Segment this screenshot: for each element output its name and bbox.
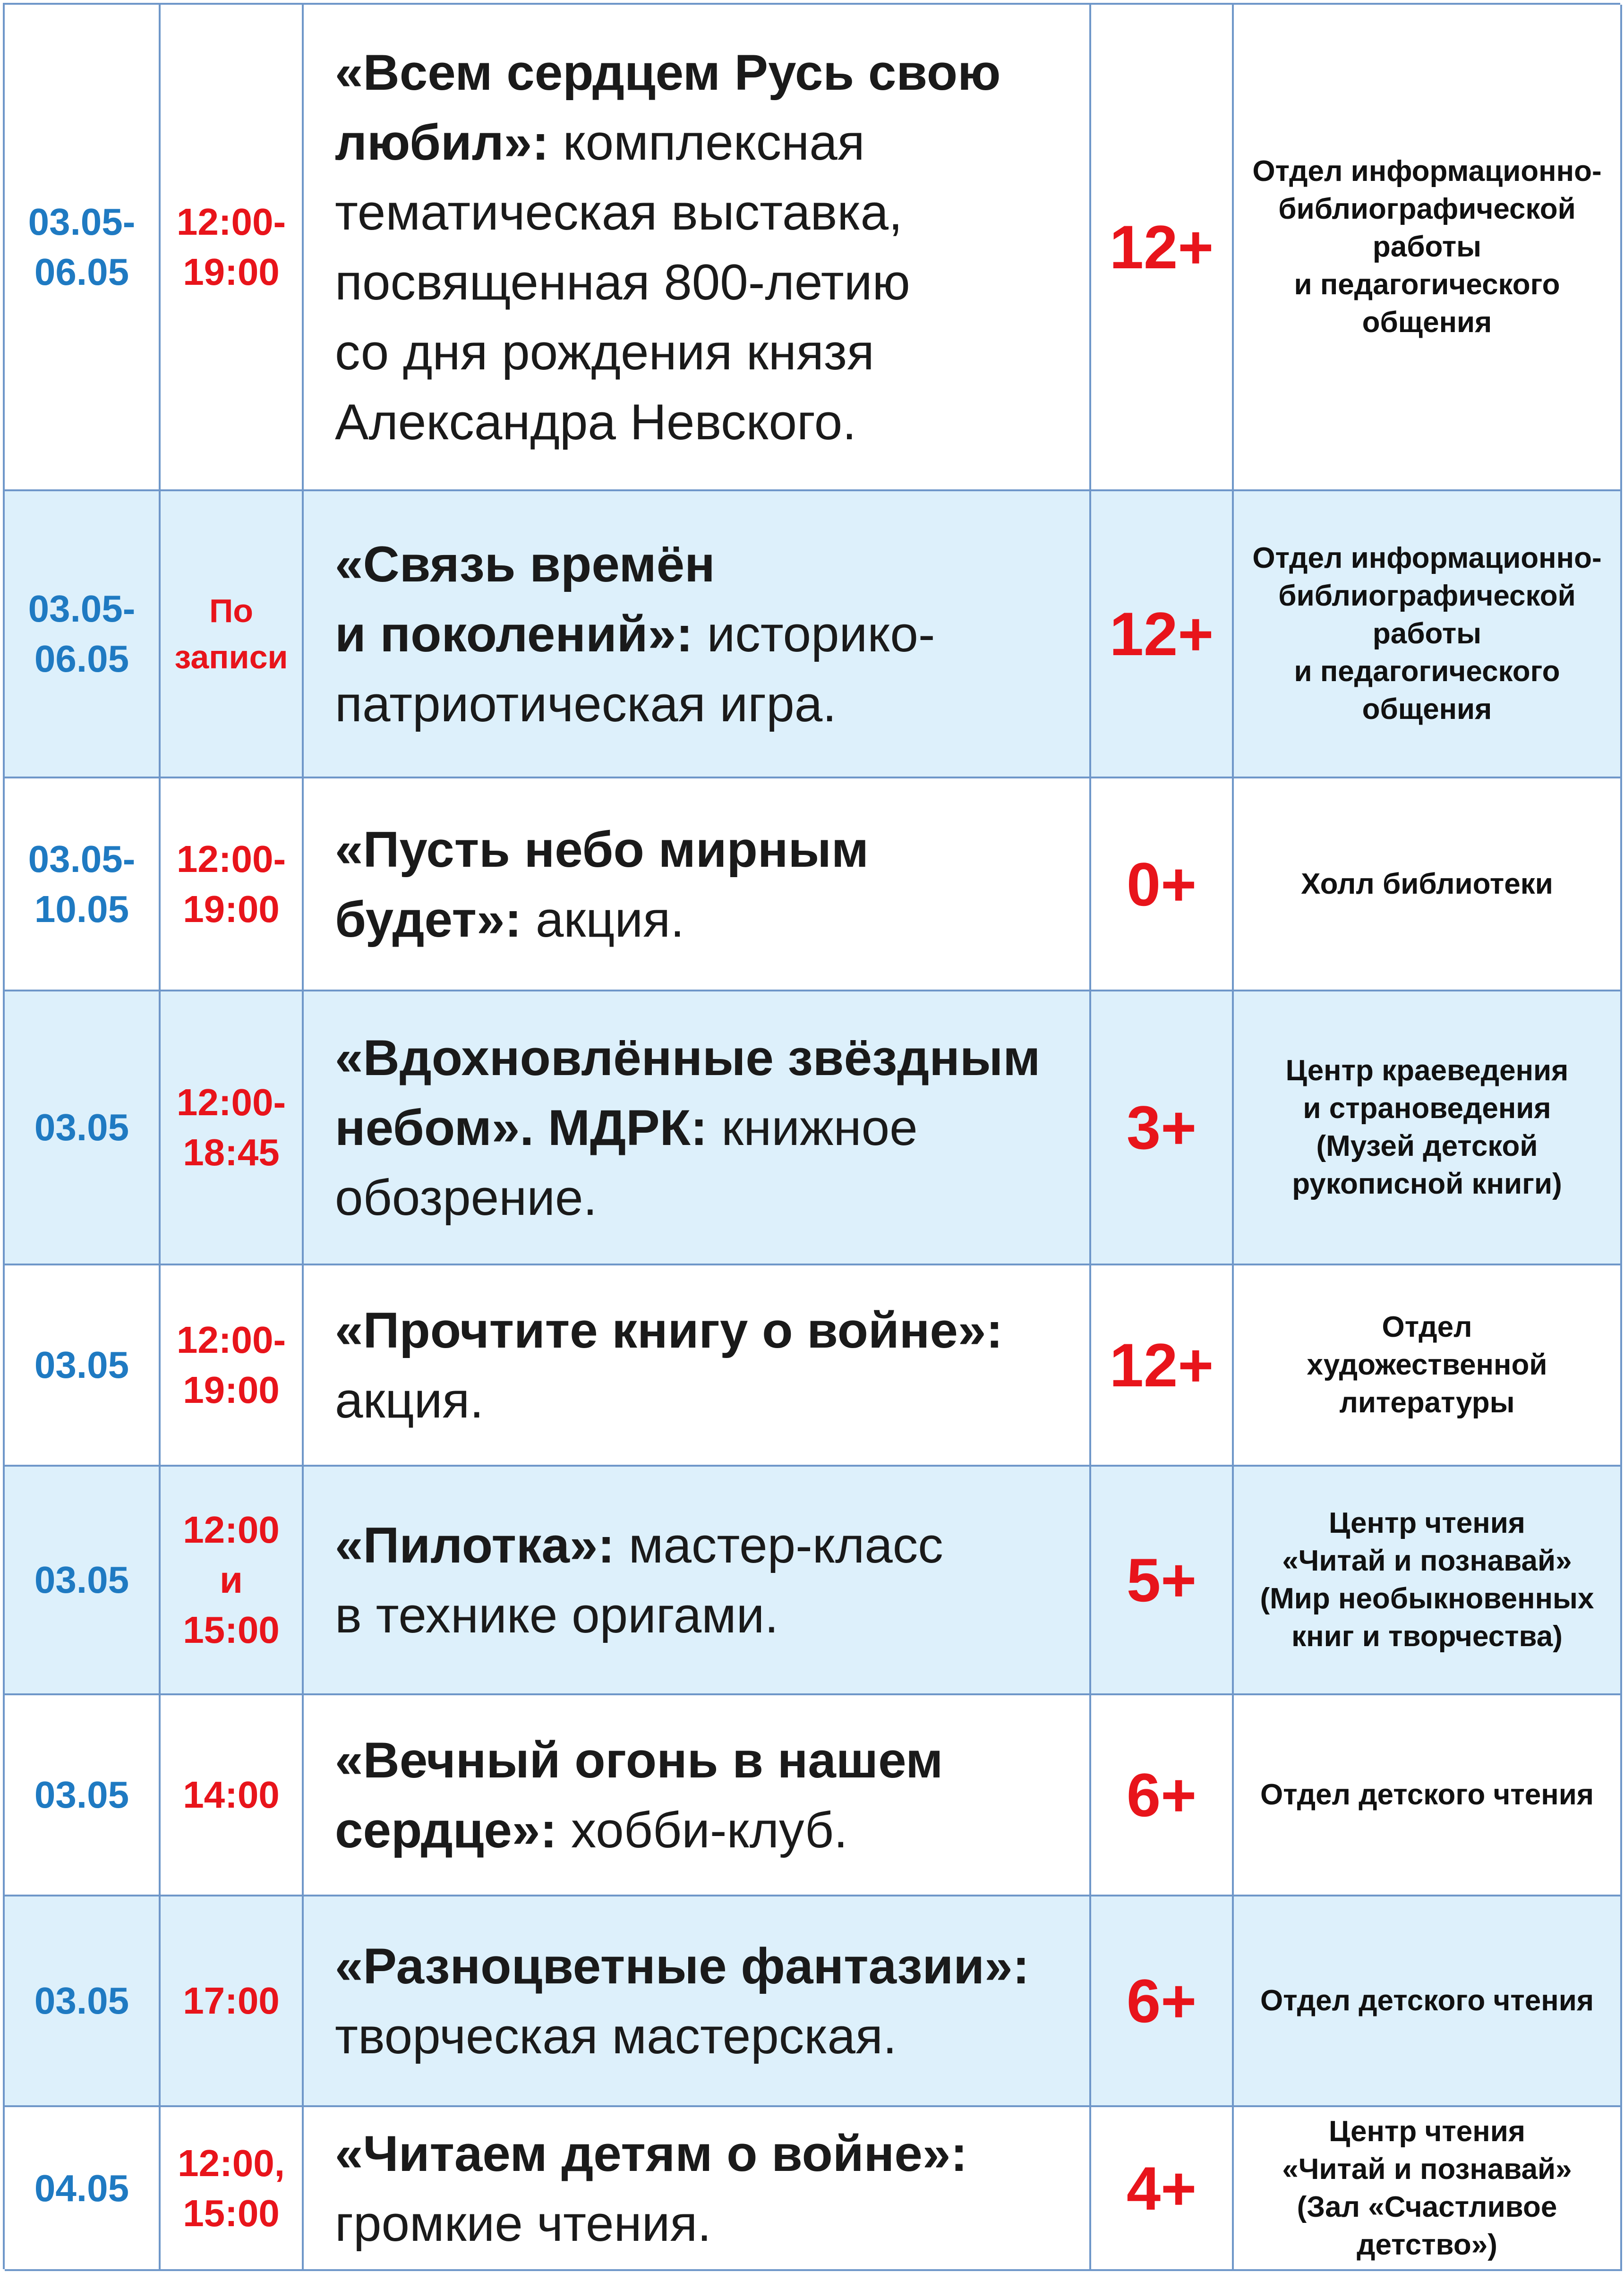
event-place-line: «Читай и познавай» (1282, 2152, 1572, 2186)
event-title-name: любил»: (335, 114, 549, 171)
events-schedule-table (3, 3, 1620, 2269)
event-time-cell (161, 5, 304, 491)
event-title-line (335, 107, 1001, 177)
event-title-description: творческая мастерская. (335, 2007, 897, 2064)
event-time-line: 18:45 (183, 1131, 280, 1173)
event-title-line (335, 1580, 943, 1650)
event-title-name: и поколений»: (335, 606, 693, 662)
event-time-cell (161, 1695, 304, 1896)
event-place (1257, 1776, 1597, 1814)
event-time-cell (161, 491, 304, 778)
event-title-line (335, 2118, 967, 2188)
event-title-description: тематическая выставка, (335, 184, 903, 240)
event-place (1279, 2113, 1574, 2264)
event-place-line: работы (1372, 617, 1482, 650)
age-rating-badge: 4+ (1126, 2153, 1197, 2223)
event-age-cell (1091, 491, 1234, 778)
event-title-name: «Связь времён (335, 536, 715, 592)
event-time (178, 2138, 285, 2238)
event-date-line: 03.05 (34, 1559, 129, 1601)
event-place-line: общения (1362, 693, 1492, 726)
event-age-cell (1091, 2107, 1234, 2271)
event-place-line: художественной (1307, 1349, 1547, 1381)
event-place-line: Центр чтения (1328, 2115, 1526, 2148)
event-time-cell (161, 1467, 304, 1695)
event-title (335, 1023, 1040, 1232)
event-title-name: «Пилотка»: (335, 1517, 615, 1573)
event-date-line: 03.05- (28, 588, 136, 630)
event-date-cell (5, 1265, 161, 1467)
event-place-cell (1234, 1467, 1622, 1695)
event-place-line: литературы (1339, 1386, 1515, 1419)
event-title (335, 1725, 943, 1865)
event-title-description: акция. (521, 890, 684, 948)
event-title-line (335, 1365, 1003, 1435)
event-title-description: историко- (692, 606, 935, 662)
event-date (34, 1102, 129, 1153)
event-title (335, 1295, 1003, 1435)
event-place-cell (1234, 991, 1622, 1265)
event-date-cell (5, 5, 161, 491)
event-date-line: 03.05 (34, 1344, 129, 1386)
event-title-line (335, 1931, 1029, 2001)
event-place (1283, 1052, 1572, 1203)
event-date-cell (5, 1467, 161, 1695)
event-place-line: книг и творчества) (1291, 1620, 1563, 1653)
event-title-cell (304, 1896, 1091, 2107)
event-place (1249, 539, 1604, 728)
event-title-description: комплексная (548, 114, 865, 171)
event-place-cell (1234, 1896, 1622, 2107)
event-place-line: работы (1372, 231, 1482, 263)
event-title-line (335, 2001, 1029, 2071)
event-date-line: 03.05- (28, 201, 136, 243)
event-time-cell (161, 1896, 304, 2107)
event-title-line (335, 1510, 943, 1580)
event-time-cell (161, 2107, 304, 2271)
event-title-description: мастер-класс (615, 1517, 943, 1573)
age-rating-badge: 6+ (1126, 1966, 1197, 2035)
event-date (34, 2163, 129, 2213)
event-time-line: 12:00- (176, 201, 286, 243)
age-rating-badge: 6+ (1126, 1760, 1197, 1829)
event-time-line: 17:00 (183, 1980, 280, 2022)
event-title-line (335, 1725, 943, 1795)
event-place-cell (1234, 491, 1622, 778)
event-time-line: 15:00 (183, 2192, 280, 2234)
event-title-line (335, 247, 1001, 317)
event-age-cell (1091, 1695, 1234, 1896)
event-title-cell (304, 1695, 1091, 1896)
event-title-line (335, 1093, 1040, 1162)
event-date-line: 03.05 (34, 1980, 129, 2022)
event-title-line (335, 177, 1001, 247)
event-title (335, 529, 935, 739)
event-date (34, 1976, 129, 2026)
event-time-line: 14:00 (183, 1774, 280, 1816)
event-title-cell (304, 5, 1091, 491)
event-time (177, 1315, 286, 1415)
event-title (335, 37, 1001, 457)
event-title-description: акция. (335, 1372, 484, 1428)
event-time (177, 1077, 286, 1178)
event-time-cell (161, 778, 304, 991)
event-time-line: 19:00 (183, 251, 280, 293)
event-title-cell (304, 491, 1091, 778)
event-title-name: «Разноцветные фантазии»: (335, 1938, 1030, 1994)
event-date (28, 584, 136, 684)
event-title-description: громкие чтения. (335, 2195, 712, 2252)
event-title-line (335, 1795, 943, 1865)
event-date-cell (5, 2107, 161, 2271)
event-age-cell (1091, 1896, 1234, 2107)
event-place-line: Центр краеведения (1285, 1054, 1569, 1087)
event-date-cell (5, 1896, 161, 2107)
event-date (28, 834, 136, 934)
event-title-line (335, 814, 869, 884)
event-title-name: «Вечный огонь в нашем (335, 1732, 943, 1788)
event-title-line (335, 529, 935, 599)
event-place (1257, 1982, 1597, 2020)
event-title-line (335, 884, 869, 954)
event-place (1304, 1308, 1550, 1422)
event-title-line (335, 37, 1001, 107)
event-time (183, 1976, 280, 2026)
event-date-line: 04.05 (34, 2167, 129, 2209)
event-time (183, 1770, 280, 1820)
event-title-description: патриотическая игра. (335, 675, 837, 732)
age-rating-badge: 3+ (1126, 1093, 1197, 1162)
event-age-cell (1091, 1467, 1234, 1695)
event-place-line: библиографической (1278, 580, 1576, 612)
event-place (1298, 865, 1556, 903)
event-time-line: 12:00, (178, 2142, 285, 2184)
event-title-description: хобби-клуб. (557, 1802, 848, 1858)
event-date-line: 03.05- (28, 837, 136, 880)
event-time (183, 1505, 280, 1655)
event-place-line: Отдел информационно- (1252, 155, 1602, 188)
event-place (1249, 153, 1604, 342)
event-title (335, 1931, 1029, 2071)
age-rating-badge: 5+ (1126, 1546, 1197, 1614)
event-title-line (335, 1023, 1040, 1093)
event-place-line: библиографической (1278, 193, 1576, 225)
event-title-description: обозрение. (335, 1169, 598, 1226)
event-title-line (335, 387, 1001, 457)
age-rating-badge: 0+ (1126, 849, 1197, 919)
event-title-name: «Прочтите книгу о войне»: (335, 1302, 1003, 1358)
event-place-line: Отдел детского чтения (1260, 1984, 1594, 2017)
event-title-name: будет»: (335, 890, 522, 948)
event-title-name: «Всем сердцем Русь свою (335, 44, 1001, 101)
event-time-line: 12:00- (176, 1319, 286, 1361)
event-date-cell (5, 991, 161, 1265)
event-place-cell (1234, 1265, 1622, 1467)
event-place-line: (Мир необыкновенных (1260, 1582, 1594, 1615)
event-title-cell (304, 991, 1091, 1265)
event-title-cell (304, 1265, 1091, 1467)
event-time-line: 12:00 (183, 1509, 280, 1551)
event-place-line: и страноведения (1303, 1092, 1551, 1125)
event-date-cell (5, 1695, 161, 1896)
event-title-name: «Пусть небо мирным (335, 820, 869, 878)
event-place-line: Отдел информационно- (1252, 542, 1602, 574)
event-time (177, 197, 286, 297)
event-place-cell (1234, 5, 1622, 491)
event-date (28, 197, 136, 297)
event-date-cell (5, 778, 161, 991)
event-time-cell (161, 1265, 304, 1467)
event-place-line: «Читай и познавай» (1282, 1545, 1572, 1577)
event-title-name: «Читаем детям о войне»: (335, 2125, 967, 2182)
event-time-line: 12:00- (176, 1081, 286, 1123)
event-date-line: 06.05 (34, 638, 129, 680)
event-date-cell (5, 491, 161, 778)
event-date-line: 03.05 (34, 1774, 129, 1816)
age-rating-badge: 12+ (1109, 599, 1214, 668)
event-title-cell (304, 778, 1091, 991)
event-time-line: и (219, 1559, 243, 1601)
event-age-cell (1091, 778, 1234, 991)
event-time-line: 12:00- (176, 837, 286, 880)
event-title-line (335, 599, 935, 669)
event-time-line: По (209, 592, 254, 629)
event-place-line: Отдел (1382, 1311, 1472, 1343)
event-place-line: Отдел детского чтения (1260, 1778, 1594, 1811)
event-age-cell (1091, 5, 1234, 491)
event-age-cell (1091, 991, 1234, 1265)
event-time (177, 834, 286, 934)
age-rating-badge: 12+ (1109, 213, 1214, 282)
event-age-cell (1091, 1265, 1234, 1467)
event-place-line: общения (1362, 306, 1492, 339)
event-time (174, 588, 288, 680)
event-title-description: Александра Невского. (335, 393, 856, 450)
event-place-line: рукописной книги) (1292, 1168, 1562, 1200)
event-title-cell (304, 1467, 1091, 1695)
event-place-cell (1234, 1695, 1622, 1896)
event-place-line: (Зал «Счастливое (1297, 2190, 1557, 2223)
event-title-line (335, 669, 935, 739)
event-title-description: книжное (707, 1099, 918, 1156)
event-time-line: 19:00 (183, 1369, 280, 1411)
event-place-line: Центр чтения (1328, 1507, 1525, 1539)
event-title-line (335, 317, 1001, 387)
event-place-line: (Музей детской (1316, 1130, 1538, 1162)
event-date-line: 10.05 (34, 888, 129, 930)
event-time-line: 15:00 (183, 1609, 280, 1651)
event-title-line (335, 2188, 967, 2258)
event-date (34, 1555, 129, 1605)
event-date-line: 03.05 (34, 1106, 129, 1148)
event-place (1257, 1504, 1597, 1656)
event-place-cell (1234, 2107, 1622, 2271)
event-title-name: небом». МДРК: (335, 1099, 708, 1156)
event-title (335, 814, 869, 954)
event-title (335, 2118, 967, 2258)
event-title-name: сердце»: (335, 1802, 557, 1858)
event-date (34, 1340, 129, 1390)
event-title-cell (304, 2107, 1091, 2271)
event-time-cell (161, 991, 304, 1265)
event-place-line: и педагогического (1294, 655, 1560, 688)
event-title-description: в технике оригами. (335, 1587, 779, 1643)
event-date-line: 06.05 (34, 251, 129, 293)
event-title-description: со дня рождения князя (335, 324, 874, 380)
event-date (34, 1770, 129, 1820)
event-place-line: Холл библиотеки (1301, 867, 1553, 900)
age-rating-badge: 12+ (1109, 1331, 1214, 1400)
event-place-line: детство») (1357, 2228, 1497, 2261)
event-time-line: 19:00 (183, 888, 280, 930)
event-title-description: посвященная 800-летию (335, 254, 910, 310)
event-place-cell (1234, 778, 1622, 991)
event-place-line: и педагогического (1294, 268, 1560, 301)
event-time-line: записи (174, 639, 288, 675)
event-title-line (335, 1295, 1003, 1365)
event-title-line (335, 1162, 1040, 1232)
event-title-name: «Вдохновлённые звёздным (335, 1029, 1041, 1086)
event-title (335, 1510, 943, 1650)
